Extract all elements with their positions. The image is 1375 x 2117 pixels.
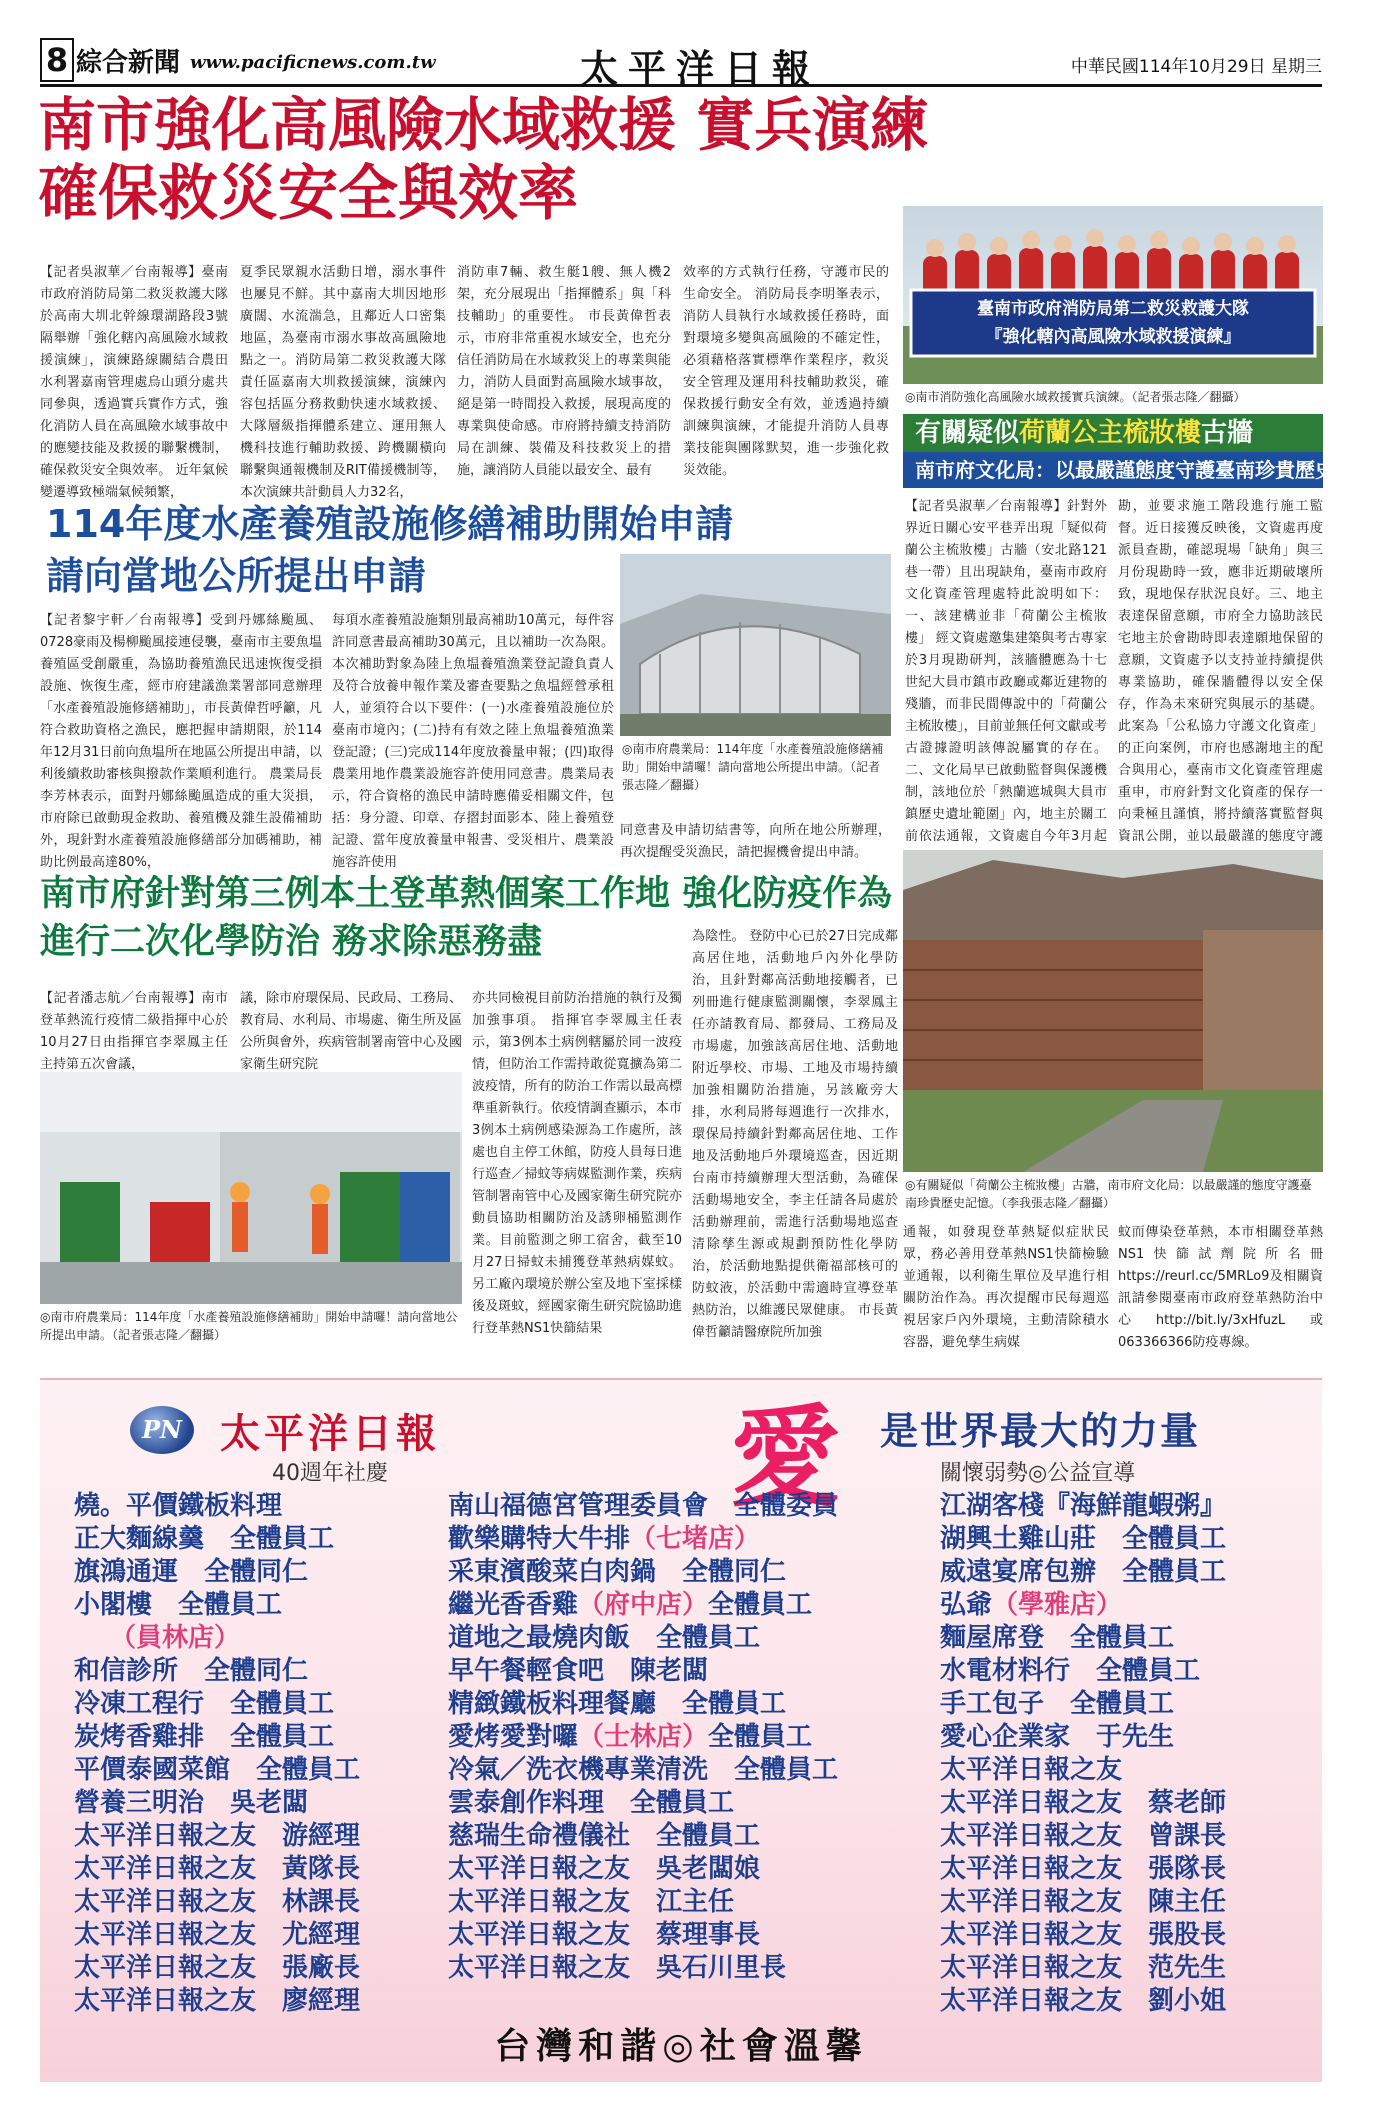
ad-column-1 (74, 1490, 360, 2018)
ad-entry (940, 1490, 1226, 1523)
story3-headline-line1: 南市府針對第三例本土登革熱個案工作地 強化防疫作為 (40, 874, 893, 914)
ad-entry-branch: （士林店） (578, 1722, 709, 1752)
ad-entry (448, 1622, 838, 1655)
ad-entry-name: 手工包子 全體員工 (940, 1689, 1175, 1719)
ad-entry-name: 冷凍工程行 全體員工 (74, 1689, 335, 1719)
ad-entry (940, 1622, 1226, 1655)
ad-entry (448, 1556, 838, 1589)
ad-entry-name: 弘爺 (940, 1590, 993, 1620)
story2-photo (620, 554, 891, 736)
ad-entry-name: 愛烤愛對囉 (448, 1722, 579, 1752)
ad-entry-name: 平價泰國菜館 全體員工 (74, 1755, 361, 1785)
ad-entry-name: 太平洋日報之友 張廠長 (74, 1953, 361, 1983)
story1-photo (903, 206, 1323, 384)
ad-entry-branch: （府中店） (578, 1590, 709, 1620)
story3-text-col2: 議，除市府環保局、民政局、工務局、教育局、水利局、市場處、衛生所及區公所與會外，疾病管制署南管中心及國家衛生研究院 (240, 991, 462, 1072)
ad-entry (74, 1688, 360, 1721)
ad-entry-name: 太平洋日報之友 吳老闆娘 (448, 1854, 761, 1884)
ad-entry (940, 1952, 1226, 1985)
ad-entry (74, 1853, 360, 1886)
story3-text-col1: 【記者潘志航／台南報導】南市登革熱流行疫情二級指揮中心於10月27日由指揮官李翠鳳主任主持第五次會議， (40, 991, 228, 1072)
ad-entry-name: 歡樂購特大牛排 (448, 1524, 631, 1554)
ad-anniversary: 40週年社慶 (272, 1461, 388, 1486)
paper-name: 太平洋日報 (580, 46, 821, 91)
ad-entry-name: 正大麵線羹 全體員工 (74, 1524, 335, 1554)
ad-entry (940, 1985, 1226, 2018)
ad-entry (940, 1853, 1226, 1886)
ad-entry-name: 水電材料行 全體員工 (940, 1656, 1201, 1686)
ad-entry-suffix: 全體員工 (708, 1590, 813, 1620)
story2-headline-line1: 114年度水產養殖設施修繕補助開始申請 (46, 502, 734, 546)
ad-entry (74, 1919, 360, 1952)
ad-entry-name: 雲泰創作料理 全體員工 (448, 1788, 735, 1818)
masthead (40, 36, 1322, 91)
ad-entry (74, 1556, 360, 1589)
ad-entry (940, 1655, 1226, 1688)
ad-subslogan: 關懷弱勢◎公益宣導 (940, 1461, 1136, 1486)
ad-entry (940, 1523, 1226, 1556)
story1-photo-caption: ◎南市消防強化高風險水域救援實兵演練。（記者張志隆／翻攝） (905, 390, 1246, 404)
ad-entry (940, 1787, 1226, 1820)
story2-text-col3: 同意書及申請切結書等，向所在地公所辦理，再次提醒受災漁民，請把握機會提出申請。 (620, 823, 891, 860)
story4-photo (903, 850, 1323, 1172)
ad-entry-branch: （學雅店） (992, 1590, 1123, 1620)
ad-entry-name: 小閣樓 全體員工 (74, 1590, 283, 1620)
ad-entry-name: 太平洋日報之友 陳主任 (940, 1887, 1227, 1917)
ad-entry (448, 1589, 838, 1622)
ad-entry (74, 1523, 360, 1556)
story4-text-col2: 勘，並要求施工階段進行施工監督。近日接獲反映後，文資處再度派員查勘，確認現場「缺角」與三月份現勘時一致，應非近期破壞所致，現地保存狀況良好。三、地主表達保留意願，市府全力協助該民宅地主於會勘時即表達願地保留的意願，文資處予以支持並持續提供專業協助，確保牆體得以安全保存，作為未來研究與展示的基礎。 此案為「公私協力守護文化資產」的正向案例，市府也感謝地主的配合與用心，臺南市文化資產管理處重申，市府針對文化資產的保存一向秉極且謹慎，將持續落實監督與資訊公開，並以最嚴謹的態度守護 (1118, 499, 1323, 844)
ad-entry (448, 1952, 838, 1985)
ad-entry-name: 太平洋日報之友 范先生 (940, 1953, 1227, 1983)
story1-text-col4: 效率的方式執行任務，守護市民的生命安全。 消防局長李明峯表示，消防人員執行水域救援任務時，面對環境多變與高風險的不確定性，必須藉格落實標準作業程序，救災安全管理及運用科技輔助救災，確保救援行動安全有效，並透過持續訓練與演練，才能提升消防人員專業技能與團隊默契，進一步強化救災效能。 (683, 265, 889, 478)
ad-entry-name: 太平洋日報之友 游經理 (74, 1821, 361, 1851)
ad-entry (74, 1787, 360, 1820)
ad-column-2 (448, 1490, 838, 1985)
ad-entry-name: 冷氣／洗衣機專業清洗 全體員工 (448, 1755, 839, 1785)
story4-photo-caption: ◎有關疑似「荷蘭公主梳妝樓」古牆，南市府文化局：以最嚴謹的態度守護臺南珍貴歷史記憶。（李我張志隆／翻攝） (905, 1178, 1312, 1210)
story4-headline-highlight: 荷蘭公主梳妝樓 (1019, 418, 1202, 448)
ad-entry (74, 1721, 360, 1754)
story4-text-col1: 【記者吳淑華／台南報導】針對外界近日關心安平巷弄出現「疑似荷蘭公主梳妝樓」古牆（安北路121巷一帶）且出現缺角，臺南市政府文化資產管理處特此說明如下：一、該建構並非「荷蘭公主梳妝樓」 經文資處邀集建築與考古專家於3月現勘研判，該牆體應為十七世紀大員市鎮市政廳或鄰近建物的殘牆，而非民間傳說中的「荷蘭公主梳妝樓」，目前並無任何文獻或考古證據證明該傳說屬實的存在。 二、文化局早已啟動監督與保護機制，該地位於「熱蘭遮城與大員市鎮歷史遺址範圍」內，地主於關工前依法通報，文資處自今年3月起 (905, 499, 1107, 844)
ad-entry (940, 1589, 1226, 1622)
story3-text-col3: 亦共同檢視目前防治措施的執行及獨加強事項。 指揮官李翠鳳主任表示，第3例本土病例轄屬於同一波疫情，但防治工作需持敢從寬擴為第二波疫情，所有的防治工作需以最高標準重新執行。依疫情調查顯示，本市3例本土病例感染源為工作處所，該處也自主停工休館，防疫人員每日進行巡查／掃蚊等病媒監測作業，疾病管制署南管中心及國家衛生研究院亦動員協助相關防治及誘卵桶監測作業。目前監測之卵工宿舍，截至10月27日掃蚊未捕獲登革熱病媒蚊。另工廠內環境於辦公室及地下室採樣後及斑蚊，經國家衛生研究院協助進行登革熱NS1快篩結果 (472, 991, 682, 1336)
ad-entry-name: 湖興土雞山莊 全體員工 (940, 1524, 1227, 1554)
ad-entry-name: 燒。平價鐵板料理 (74, 1491, 283, 1521)
ad-entry (74, 1589, 360, 1622)
story2-text-col2: 每項水產養殖設施類別最高補助10萬元，每件容許同意書最高補助30萬元，且以補助一次為限。 本次補助對象為陸上魚塭養殖漁業登記證負責人及符合放養申報作業及審查要點之魚塭經營承租人，並須符合以下要件：(一)水產養殖設施位於臺南市境內；(二)持有有效之陸上魚塭養殖漁業登記證；(三)完成114年度放養量申報；(四)取得農業用地作農業設施容許使用同意書。農業局表示，符合資格的漁民申請時應備妥相關文件，包括：身分證、印章、存摺封面影本、陸上養殖登記證、當年度放養量申報書、受災相片、農業設施容許使用 (332, 613, 614, 870)
ad-entry-name: 威遠宴席包辦 全體員工 (940, 1557, 1227, 1587)
ad-entry-name: 太平洋日報之友 江主任 (448, 1887, 735, 1917)
story4-headline-suffix: 古牆 (1201, 418, 1254, 448)
ad-entry (448, 1820, 838, 1853)
issue-date: 中華民國114年10月29日 星期三 (1070, 57, 1322, 77)
website-link[interactable]: www.pacificnews.com.tw (190, 52, 436, 73)
ad-entry-name: 炭烤香雞排 全體員工 (74, 1722, 335, 1752)
ad-entry (74, 1490, 360, 1523)
ad-entry (74, 1985, 360, 2018)
ad-entry (940, 1721, 1226, 1754)
ad-footer-slogan: 台灣和諧◎社會溫馨 (494, 2025, 868, 2067)
ad-entry-name: 江湖客棧『海鮮龍蝦粥』 (940, 1491, 1227, 1521)
ad-entry (448, 1754, 838, 1787)
story3-text-col6: 蚊而傳染登革熱，本市相關登革熱NS1快篩試劑院所名冊https://reurl.cc/5MRLo9及相關資訊請參閱臺南市政府登革熱防治中心http://bit.ly/3xHfuzL或063366366防疫專線。 (1118, 1225, 1323, 1350)
ad-slogan: 是世界最大的力量 (880, 1408, 1201, 1453)
ad-entry-name: 太平洋日報之友 (940, 1755, 1123, 1785)
story1-text-col2: 夏季民眾親水活動日增，溺水事件也屢見不鮮。其中嘉南大圳因地形廣闊、水流湍急，且鄰近人口密集地區，為臺南市溺水事故高風險地點之一。消防局第二救災救護大隊責任區嘉南大圳救援演練，演練內容包括區分務救動快速水域救援、大隊層級指揮體系建立、運用無人機科技進行輔助救援、跨機關橫向聯繫與通報機制及RIT備援機制等，本次演練共計動員人力32名， (240, 265, 446, 500)
ad-entry (448, 1688, 838, 1721)
ad-entry (74, 1622, 360, 1655)
story1-headline-line2: 確保救災安全與效率 (38, 159, 578, 229)
ad-entry-name: 太平洋日報之友 蔡老師 (940, 1788, 1227, 1818)
ad-entry-name: 太平洋日報之友 劉小姐 (940, 1986, 1227, 2016)
story1-text-col3: 消防車7輛、救生艇1艘、無人機2架，充分展現出「指揮體系」與「科技輔助」的重要性。 市長黃偉哲表示，市府非常重視水域安全，也充分信任消防局在水域救災上的專業與能力，消防人員面對高風險水域事故，絕是第一時間投入救援，展現高度的專業與使命感。市府將持續支持消防局在訓練、裝備及科技救災上的措施，讓消防人員能以最安全、最有 (457, 265, 671, 478)
charity-ad (40, 1378, 1322, 2082)
ad-entry-name: 太平洋日報之友 尤經理 (74, 1920, 361, 1950)
ad-entry (448, 1655, 838, 1688)
story1-text-col1: 【記者吳淑華／台南報導】臺南市政府消防局第二救災救護大隊於高南大圳北幹線環湖路段3號隔舉辦「強化轄內高風險水域救援演練」，演練路線關結合農田水利署嘉南管理處烏山頭分處共同參與，透過實兵實作方式，強化消防人員在高風險水域事故中的應變技能及救援的聯繫機制，確保救災安全與效率。 近年氣候變遷導致極端氣候頻繁， (40, 265, 228, 500)
ad-entry-name: 營養三明治 吳老闆 (74, 1788, 309, 1818)
ad-love-character: 愛 (730, 1393, 840, 1522)
ad-entry (448, 1523, 838, 1556)
ad-entry (448, 1721, 838, 1754)
ad-entry (940, 1556, 1226, 1589)
ad-entry-name: 南山福德宮管理委員會 全體委員 (448, 1491, 839, 1521)
ad-entry-name: 太平洋日報之友 廖經理 (74, 1986, 361, 2016)
ad-entry (74, 1886, 360, 1919)
story1-photo-banner-line1: 臺南市政府消防局第二救災救護大隊 (977, 299, 1249, 319)
story3-text-col5: 通報，如發現登革熱疑似症狀民眾，務必善用登革熱NS1快篩檢驗並通報，以利衛生單位及早進行相關防治作為。再次提醒市民每週巡視居家戶內外環境，主動清除積水容器，避免孳生病媒 (903, 1225, 1109, 1350)
ad-entry-name: 太平洋日報之友 張股長 (940, 1920, 1227, 1950)
ad-entry-branch: （員林店） (110, 1623, 241, 1653)
ad-entry (448, 1886, 838, 1919)
ad-entry (448, 1490, 838, 1523)
story1-headline-line1: 南市強化高風險水域救援 實兵演練 (38, 91, 929, 159)
story2-photo-caption: ◎南市府農業局：114年度「水產養殖設施修繕補助」開始申請囉！請向當地公所提出申請。（記者張志隆／翻攝） (622, 742, 884, 792)
ad-entry-name: 慈瑞生命禮儀社 全體員工 (448, 1821, 761, 1851)
ad-entry (74, 1820, 360, 1853)
ad-entry (940, 1820, 1226, 1853)
ad-entry-branch: （七堵店） (630, 1524, 761, 1554)
ad-entry-name: 采東濱酸菜白肉鍋 全體同仁 (448, 1557, 787, 1587)
ad-entry (74, 1754, 360, 1787)
ad-entry-name: 太平洋日報之友 曾課長 (940, 1821, 1227, 1851)
story4-subheadline: 南市府文化局：以最嚴謹態度守護臺南珍貴歷史記憶 (903, 452, 1323, 488)
section-name: 綜合新聞 (76, 48, 181, 78)
story1-photo-banner-line2: 『強化轄內高風險水域救援演練』 (985, 327, 1241, 347)
ad-entry-name: 愛心企業家 于先生 (940, 1722, 1175, 1752)
pn-logo: PN (130, 1406, 194, 1454)
story3-photo-caption: ◎南市府農業局：114年度「水產養殖設施修繕補助」開始申請囉！請向當地公所提出申請。（記者張志隆／翻攝） (40, 1310, 458, 1342)
ad-entry-name: 太平洋日報之友 黃隊長 (74, 1854, 361, 1884)
ad-entry-name: 早午餐輕食吧 陳老闆 (448, 1656, 709, 1686)
ad-entry-name: 繼光香香雞 (448, 1590, 579, 1620)
page-number: 8 (40, 38, 74, 82)
ad-entry (448, 1919, 838, 1952)
ad-entry-suffix: 全體員工 (708, 1722, 813, 1752)
story2-text-col1: 【記者黎宇軒／台南報導】受到丹娜絲颱風、0728豪雨及楊柳颱風接連侵襲，臺南市主要魚塭養殖區受創嚴重，為協助養殖漁民迅速恢復受損設施、恢復生產，經市府建議漁業署部同意辦理「水產養殖設施修繕補助」，市長黃偉哲呼籲，凡符合救助資格之漁民，應把握申請期限，於114年12月31日前向魚塭所在地區公所提出申請，以利後續救助審核與撥款作業順利進行。 農業局長李芳林表示，面對丹娜絲颱風造成的重大災損，市府除已啟動現金救助、養殖機及雜生設備補助外，現針對水產養殖設施修繕部分加碼補助，補助比例最高達80%， (40, 613, 322, 870)
story3-text-col4: 為陰性。 登防中心已於27日完成鄰高居住地，活動地戶內外化學防治，且針對鄰高活動地接觸者，已列冊進行健康監測關懷，李翠鳳主任亦請教育局、都發局、工務局及市場處，加強該高居住地、活動地附近學校、市場、工地及市場持續加強相關防治措施，另該廠旁大排，水利局將每週進行一次排水，環保局持續針對鄰高居住地、工作地及活動地戶外環境巡查，因近期台南市持續辦理大型活動，為確保活動場地安全，李主任請各局處於活動辦理前，需進行活動場地巡查清除孳生源或規劃預防性化學防治，於活動地點提供衛福部核可的防蚊液，於活動中需適時宣導登革熱防治，以維護民眾健康。 市長黃偉哲籲請醫療院所加強 (692, 929, 898, 1340)
ad-entry (448, 1787, 838, 1820)
ad-entry-name: 麵屋席登 全體員工 (940, 1623, 1175, 1653)
story3-headline-line2: 進行二次化學防治 務求除惡務盡 (40, 922, 543, 962)
ad-entry-name: 太平洋日報之友 吳石川里長 (448, 1953, 787, 1983)
ad-entry (940, 1754, 1226, 1787)
ad-entry (940, 1688, 1226, 1721)
ad-paper-name: 太平洋日報 (220, 1410, 440, 1457)
story2-headline-line2: 請向當地公所提出申請 (46, 554, 427, 598)
ad-entry-name: 道地之最燒肉飯 全體員工 (448, 1623, 761, 1653)
ad-entry (74, 1655, 360, 1688)
ad-entry-name: 太平洋日報之友 林課長 (74, 1887, 361, 1917)
ad-column-3 (940, 1490, 1226, 2018)
ad-entry-name: 太平洋日報之友 蔡理事長 (448, 1920, 761, 1950)
ad-entry-name: 和信診所 全體同仁 (74, 1656, 309, 1686)
ad-entry (448, 1853, 838, 1886)
ad-entry (940, 1886, 1226, 1919)
ad-entry-name: 精緻鐵板料理餐廳 全體員工 (448, 1689, 787, 1719)
ad-entry-name: 旗鴻通運 全體同仁 (74, 1557, 309, 1587)
ad-entry (74, 1952, 360, 1985)
story3-photo (40, 1072, 462, 1304)
story4-headline-bar (903, 414, 1323, 452)
ad-entry (940, 1919, 1226, 1952)
story4-headline-prefix: 有關疑似 (915, 418, 1020, 448)
ad-entry-name: 太平洋日報之友 張隊長 (940, 1854, 1227, 1884)
